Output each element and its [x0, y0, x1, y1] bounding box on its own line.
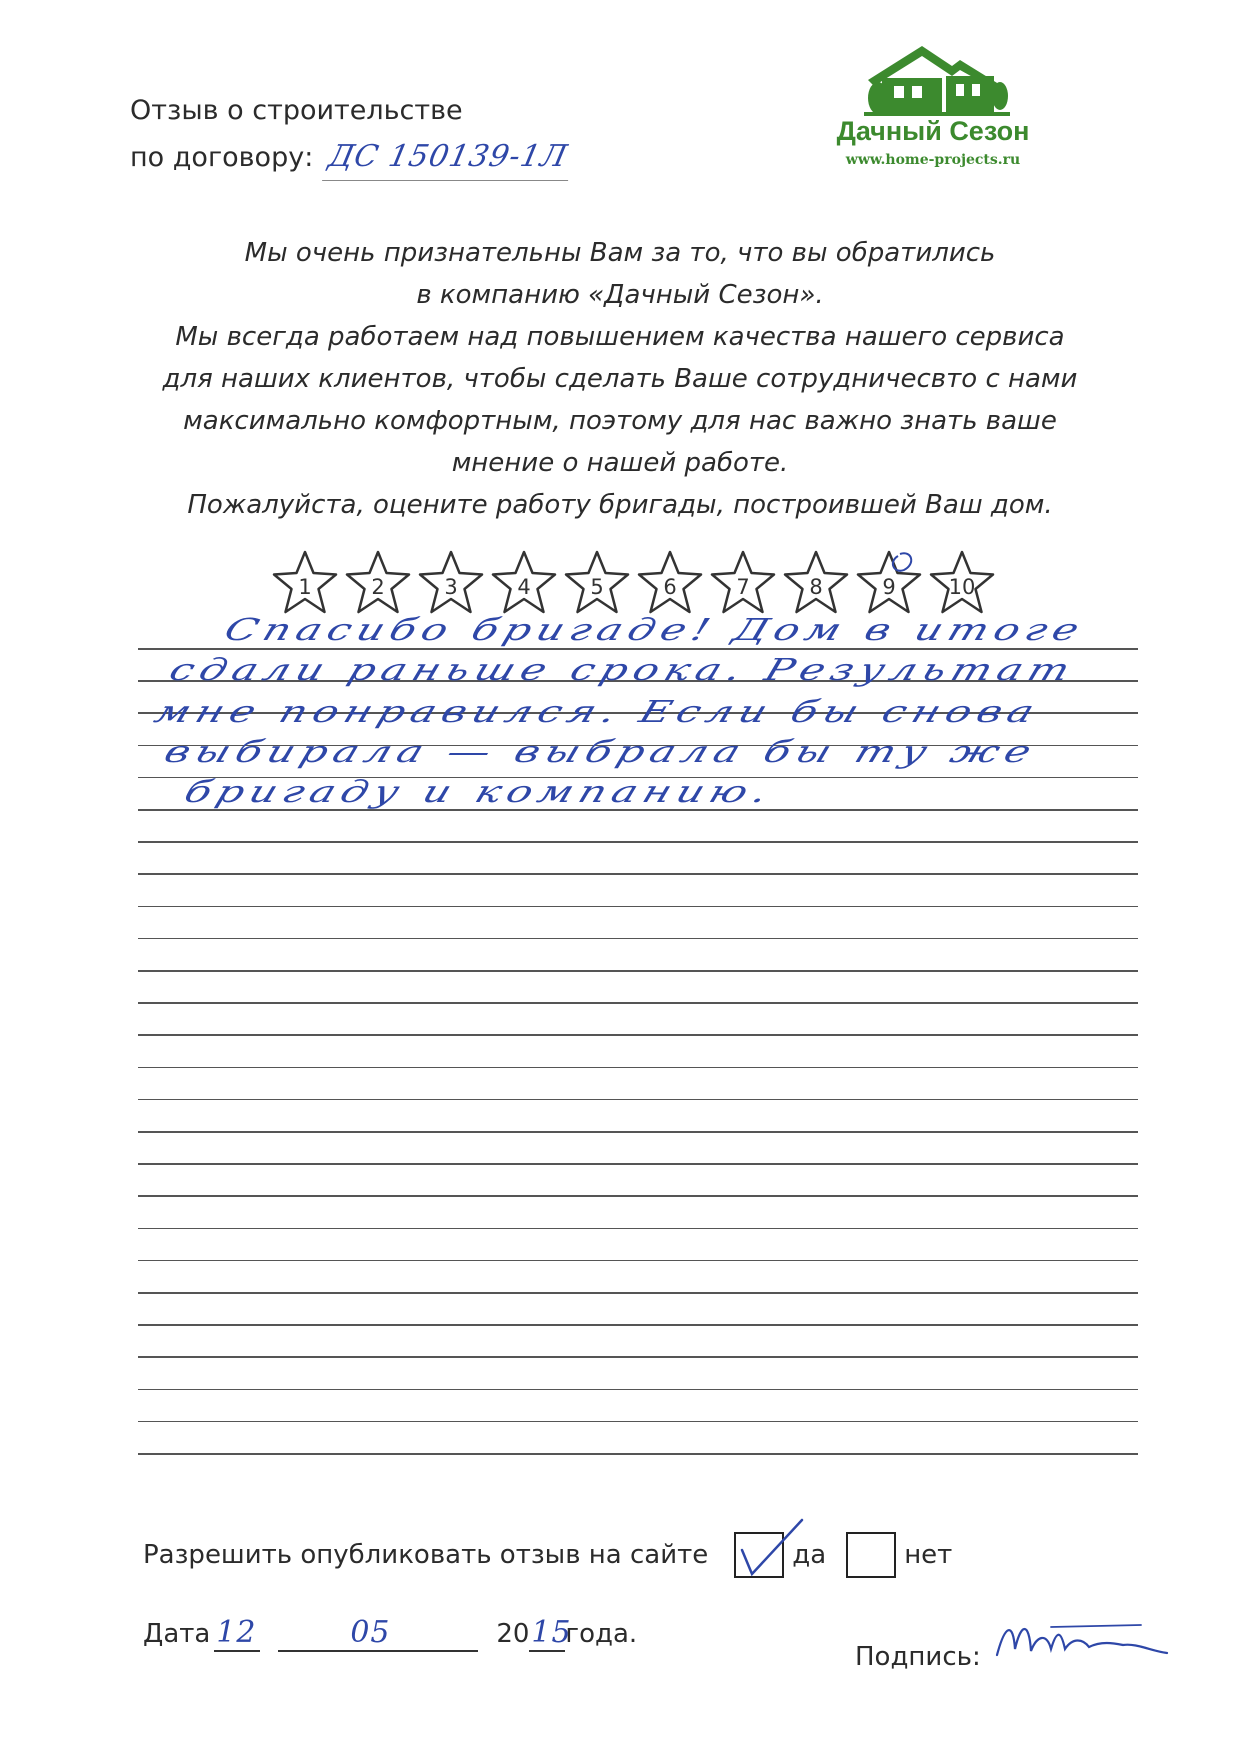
intro-line: Пожалуйста, оцените работу бригады, построившей Ваш дом. — [187, 490, 1053, 520]
star-rating-5[interactable] — [562, 548, 632, 618]
intro-line: для наших клиентов, чтобы сделать Ваше сотрудничесвто с нами — [162, 364, 1078, 394]
publish-no-label: нет — [904, 1540, 953, 1570]
star-selection-mark — [893, 553, 911, 571]
ruled-line — [138, 1067, 1138, 1069]
ruled-line — [138, 873, 1138, 875]
logo-website-link[interactable]: www.home-projects.ru — [845, 152, 1021, 168]
ruled-line — [138, 1260, 1138, 1262]
review-line: мне понравился. Если бы снова — [150, 693, 1045, 729]
date-year-prefix: 20 — [496, 1619, 530, 1649]
intro-line: мнение о нашей работе. — [451, 448, 789, 478]
ruled-line — [138, 1292, 1138, 1294]
star-rating-10[interactable] — [927, 548, 997, 618]
date-year-field[interactable] — [529, 1615, 572, 1652]
ruled-line — [138, 841, 1138, 843]
publish-label: Разрешить опубликовать отзыв на сайте — [143, 1540, 709, 1570]
ruled-line — [138, 970, 1138, 972]
ruled-line — [138, 1421, 1138, 1423]
ruled-line — [138, 906, 1138, 908]
company-logo — [800, 40, 1060, 170]
date-year-value: 15 — [531, 1615, 572, 1650]
star-number-label: 3 — [444, 575, 458, 599]
publish-no-checkbox[interactable] — [846, 1532, 896, 1578]
intro-line: Мы очень признательны Вам за то, что вы обратились — [244, 238, 996, 268]
star-number-label: 4 — [517, 575, 531, 599]
intro-line: максимально комфортным, поэтому для нас важно знать ваше — [183, 406, 1057, 436]
star-number-label: 5 — [590, 575, 604, 599]
star-rating-6[interactable] — [635, 548, 705, 618]
ruled-line — [138, 1099, 1138, 1101]
star-rating-7[interactable] — [708, 548, 778, 618]
contract-number-field[interactable]: ДС 150139-1Л — [322, 134, 578, 181]
header — [130, 88, 573, 181]
date-label: Дата — [143, 1619, 211, 1649]
star-rating-8[interactable] — [781, 548, 851, 618]
review-line: бригаду и компанию. — [180, 773, 779, 809]
intro-line: Мы всегда работаем над повышением качества нашего сервиса — [175, 322, 1065, 352]
ruled-line — [138, 1034, 1138, 1036]
ruled-line — [138, 1195, 1138, 1197]
ruled-line — [138, 1453, 1138, 1455]
ruled-line — [138, 1163, 1138, 1165]
date-field — [143, 1615, 637, 1652]
checkmark-icon — [736, 1516, 816, 1586]
signature-label: Подпись: — [855, 1642, 981, 1672]
star-number-label: 1 — [298, 575, 312, 599]
review-line: выбирала — выбрала бы ту же — [160, 733, 1042, 769]
date-month-field[interactable] — [278, 1615, 478, 1652]
date-year-label: года. — [565, 1619, 638, 1649]
signature-mark[interactable] — [991, 1615, 1181, 1665]
ruled-line — [138, 1002, 1138, 1004]
publish-yes-checkbox[interactable] — [734, 1532, 784, 1578]
ruled-line — [138, 1356, 1138, 1358]
date-day-value: 12 — [216, 1615, 257, 1650]
ruled-line — [138, 809, 1138, 811]
star-number-label: 2 — [371, 575, 385, 599]
signature-field — [855, 1615, 1181, 1672]
house-logo-icon — [860, 40, 1010, 118]
contract-label: по договору: — [130, 142, 314, 173]
star-rating-2[interactable] — [343, 548, 413, 618]
star-number-label: 10 — [948, 575, 976, 599]
date-day-field[interactable] — [214, 1615, 260, 1652]
star-number-label: 6 — [663, 575, 677, 599]
contract-line — [130, 134, 573, 181]
form-title: Отзыв о строительстве — [130, 95, 463, 126]
star-number-label: 9 — [882, 575, 896, 599]
logo-company-name: Дачный Сезон — [836, 116, 1030, 146]
ruled-line — [138, 1228, 1138, 1230]
intro-line: в компанию «Дачный Сезон». — [416, 280, 824, 310]
star-number-label: 7 — [736, 575, 750, 599]
review-line: сдали раньше срока. Результат — [165, 651, 1081, 687]
review-line: Спасибо бригаде! Дом в итоге — [220, 611, 1090, 647]
publish-yes-label: да — [792, 1540, 827, 1570]
star-rating-9[interactable] — [854, 548, 924, 618]
publish-permission — [143, 1532, 960, 1578]
star-rating-4[interactable] — [489, 548, 559, 618]
ruled-line — [138, 1324, 1138, 1326]
intro-paragraph — [120, 232, 1120, 526]
ruled-line — [138, 938, 1138, 940]
star-rating-3[interactable] — [416, 548, 486, 618]
ruled-line — [138, 648, 1138, 650]
star-number-label: 8 — [809, 575, 823, 599]
ruled-line — [138, 1389, 1138, 1391]
ruled-line — [138, 1131, 1138, 1133]
star-rating-1[interactable] — [270, 548, 340, 618]
date-month-value: 05 — [350, 1615, 391, 1650]
